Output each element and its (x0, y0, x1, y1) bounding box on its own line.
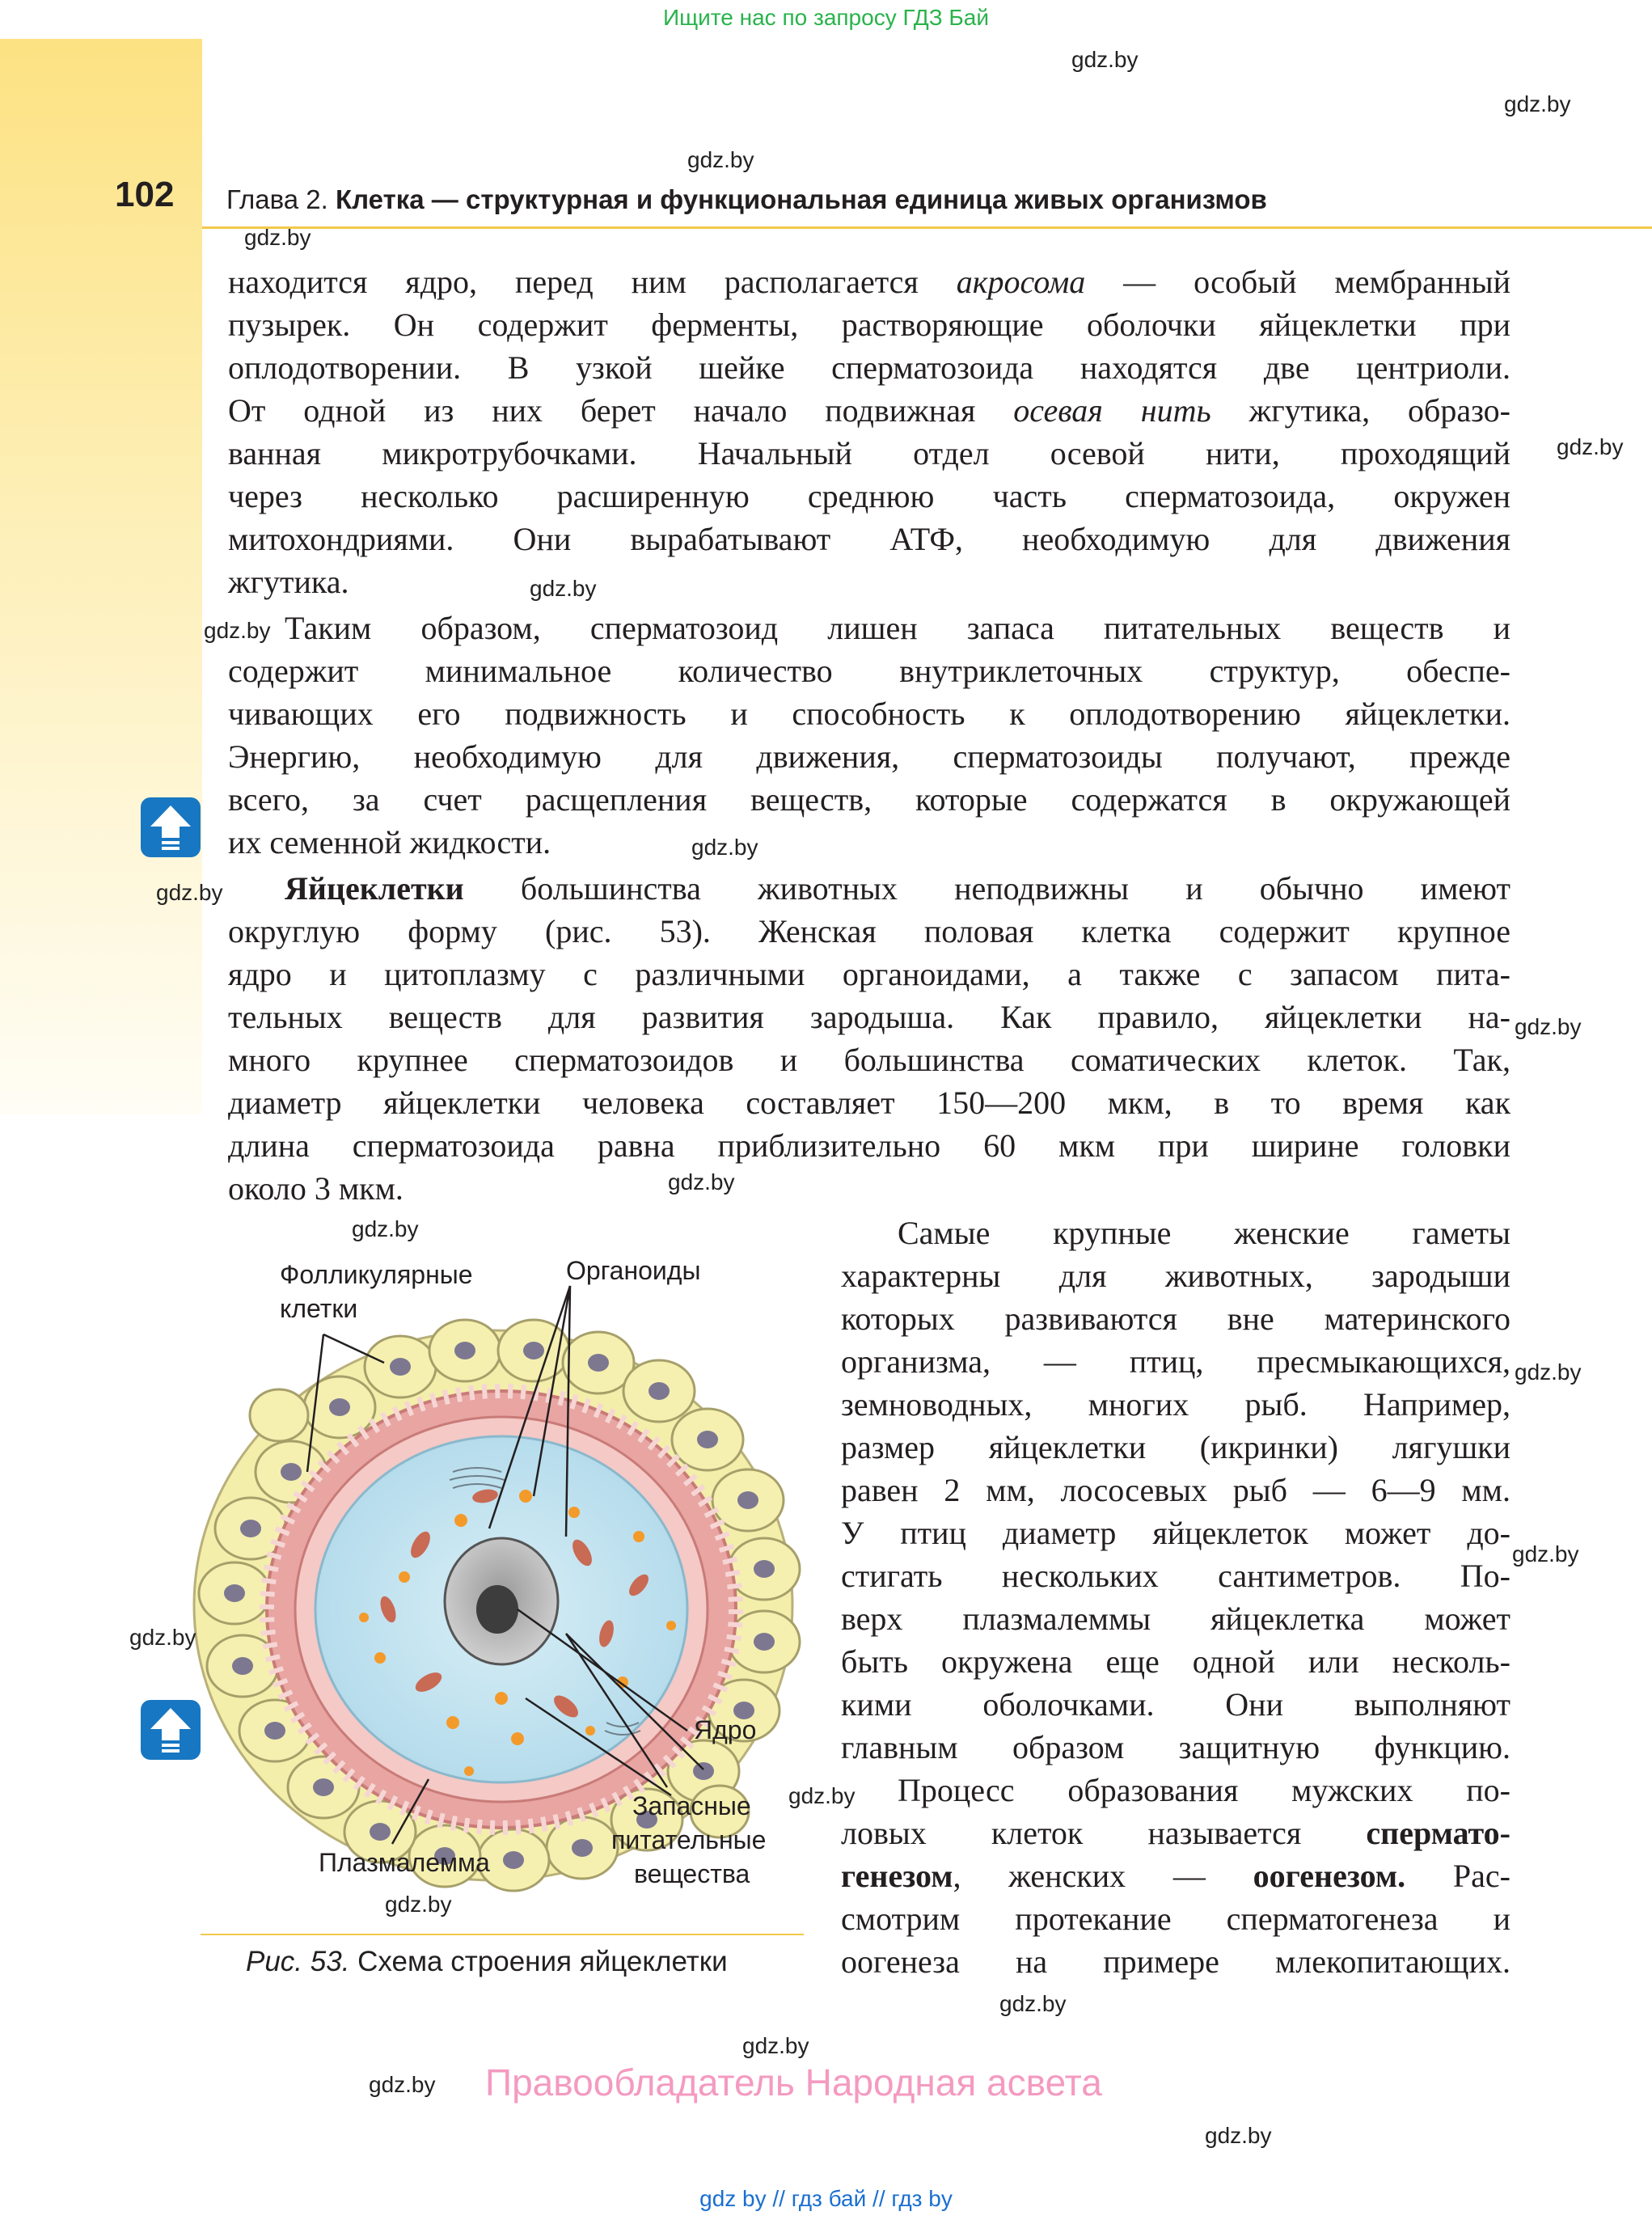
watermark: gdz.by (1557, 434, 1624, 459)
text-line: У птиц диаметр яйцеклеток может до- (841, 1515, 1510, 1551)
watermark: gdz.by (204, 618, 271, 643)
watermark: gdz.by (999, 1991, 1067, 2016)
text-line: кими оболочками. Они выполняют (841, 1686, 1510, 1723)
text-line: длина сперматозоида равна приблизительно 60 мкм при ширине головки (228, 1127, 1510, 1164)
label-plasmalemma: Плазмалемма (319, 1848, 490, 1877)
text-line: которых развиваются вне материнского (841, 1300, 1510, 1337)
text-line: диаметр яйцеклетки человека составляет 150—200 мкм, в то время как (228, 1085, 1510, 1121)
watermark: gdz.by (1504, 91, 1571, 116)
page-number: 102 (115, 175, 175, 214)
arrow-up-icon[interactable] (141, 797, 201, 857)
text-line: чивающих его подвижность и способность к оплодотворению яйцеклетки. (228, 696, 1510, 732)
label-follicular-cells-2: клетки (280, 1294, 358, 1323)
caption-rule (201, 1934, 804, 1935)
text-line: находится ядро, перед ним располагается акросома — особый мембранный (228, 264, 1510, 300)
text-line: ванная микротрубочками. Начальный отдел осевой нити, проходящий (228, 435, 1510, 471)
text-line: От одной из них берет начало подвижная осевая нить жгутика, образо- (228, 392, 1510, 429)
text-line: жгутика. (228, 564, 349, 600)
text-line: через несколько расширенную среднюю часть сперматозоида, окружен (228, 478, 1510, 514)
text-line: их семенной жидкости. (228, 824, 551, 860)
watermark: gdz.by (129, 1625, 196, 1650)
header-rule (202, 226, 1652, 229)
watermark: gdz.by (1205, 2123, 1272, 2148)
watermark: gdz.by (352, 1216, 419, 1241)
watermark: gdz.by (1515, 1359, 1582, 1385)
watermark: gdz.by (244, 225, 311, 250)
text-line: Процесс образования мужских по- (898, 1772, 1510, 1808)
chapter-number: Глава 2. (226, 184, 328, 214)
figure-caption: Рис. 53. Схема строения яйцеклетки (246, 1946, 728, 1977)
chapter-header (226, 184, 1267, 215)
label-organoids: Органоиды (566, 1256, 701, 1285)
top-banner[interactable]: Ищите нас по запросу ГДЗ Бай (662, 5, 990, 30)
text-line: организма, — птиц, пресмыкающихся, (841, 1343, 1510, 1380)
watermark: gdz.by (1512, 1541, 1579, 1567)
text-line: оплодотворении. В узкой шейке сперматозоида находятся две центриоли. (228, 349, 1510, 386)
watermark: gdz.by (1071, 47, 1139, 72)
text-line: Таким образом, сперматозоид лишен запаса питательных веществ и (285, 610, 1510, 646)
watermark: gdz.by (530, 576, 597, 601)
watermark: gdz.by (156, 880, 223, 905)
text-line: главным образом защитную функцию. (841, 1729, 1510, 1765)
label-reserve-3: вещества (634, 1859, 750, 1888)
text-line: около 3 мкм. (228, 1170, 403, 1207)
watermark: gdz.by (687, 147, 754, 172)
text-line: округлую форму (рис. 53). Женская половая клетка содержит крупное (228, 913, 1510, 949)
text-line: смотрим протекание сперматогенеза и (841, 1901, 1510, 1937)
watermark: gdz.by (668, 1169, 735, 1194)
text-line: равен 2 мм, лососевых рыб — 6—9 мм. (841, 1472, 1510, 1508)
text-line: тельных веществ для развития зародыша. Как правило, яйцеклетки на- (228, 999, 1510, 1035)
text-line: Самые крупные женские гаметы (898, 1215, 1510, 1251)
text-line: размер яйцеклетки (икринки) лягушки (841, 1429, 1510, 1465)
text-line: Яйцеклетки большинства животных неподвижны и обычно имеют (285, 870, 1510, 907)
text-line: митохондриями. Они вырабатывают АТФ, необходимую для движения (228, 521, 1510, 557)
text-line: много крупнее сперматозоидов и большинства соматических клеток. Так, (228, 1042, 1510, 1078)
text-line: земноводных, многих рыб. Например, (841, 1386, 1510, 1423)
watermark: gdz.by (385, 1892, 452, 1917)
watermark: gdz.by (369, 2072, 436, 2097)
text-line: характерны для животных, зародыши (841, 1258, 1510, 1294)
text-line: быть окружена еще одной или несколь- (841, 1643, 1510, 1680)
watermark: gdz.by (691, 835, 758, 860)
label-follicular-cells-1: Фолликулярные (280, 1260, 473, 1289)
text-line: всего, за счет расщепления веществ, которые содержатся в окружающей (228, 781, 1510, 818)
text-line: генезом, женских — оогенезом. Рас- (841, 1858, 1510, 1894)
copyright-notice: Правообладатель Народная асвета (485, 2061, 1102, 2103)
label-nucleus: Ядро (694, 1715, 757, 1744)
text-line: ловых клеток называется спермато- (841, 1815, 1510, 1851)
watermark: gdz.by (788, 1783, 856, 1808)
label-reserve-1: Запасные (632, 1791, 751, 1820)
text-line: стигать нескольких сантиметров. По- (841, 1558, 1510, 1594)
text-line: содержит минимальное количество внутриклеточных структур, обеспе- (228, 653, 1510, 689)
label-reserve-2: питательные (611, 1825, 767, 1854)
watermark: gdz.by (742, 2033, 809, 2058)
text-line: верх плазмалеммы яйцеклетка может (841, 1600, 1510, 1637)
nucleus (445, 1538, 558, 1664)
text-line: Энергию, необходимую для движения, сперматозоиды получают, прежде (228, 738, 1510, 775)
watermark: gdz.by (1515, 1014, 1582, 1039)
footer-links[interactable]: gdz by // гдз бай // гдз by (699, 2186, 953, 2211)
text-line: ядро и цитоплазму с различными органоидами, а также с запасом пита- (228, 956, 1510, 992)
text-line: оогенеза на примере млекопитающих. (841, 1943, 1510, 1980)
chapter-title: Клетка — структурная и функциональная единица живых организмов (336, 184, 1267, 214)
text-line: пузырек. Он содержит ферменты, растворяющие оболочки яйцеклетки при (228, 307, 1510, 343)
